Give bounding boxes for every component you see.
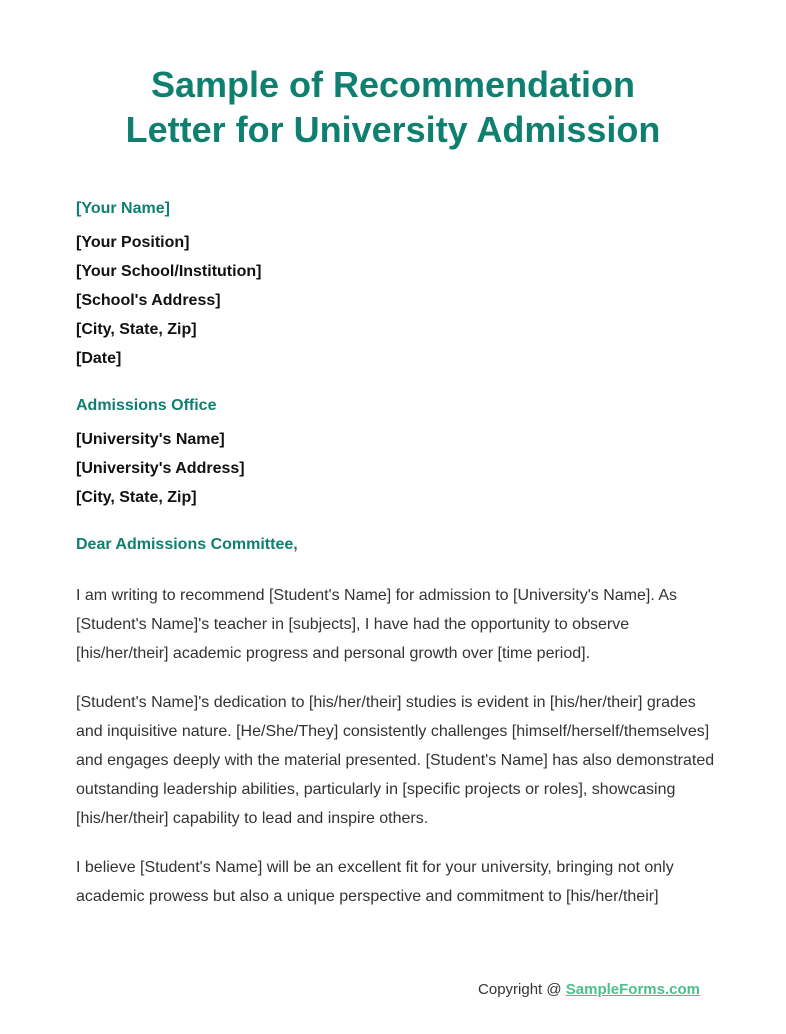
title-line-1: Sample of Recommendation	[150, 64, 636, 105]
sender-position: [Your Position]	[76, 234, 190, 251]
sender-address-block	[76, 228, 716, 373]
recipient-university-name: [University's Name]	[76, 431, 225, 448]
sender-name: [Your Name]	[76, 200, 170, 217]
body-paragraph-2: [Student's Name]'s dedication to [his/her/their] studies is evident in [his/her/their] grades and inquisitive nature. [He/She/They] consistently challenges [himself/herself/themselves] and engages deeply with the material presented. [Student's Name] has also demonstrated outstanding leadership abilities, particularly in [specific projects or roles], showcasing [his/her/their] capability to lead and inspire others.	[76, 694, 715, 827]
sender-address: [School's Address]	[76, 292, 221, 309]
letter-body	[76, 198, 716, 931]
page-title	[0, 62, 786, 152]
recipient-address-block	[76, 425, 716, 512]
salutation: Dear Admissions Committee,	[76, 536, 298, 553]
copyright-prefix: Copyright @	[478, 981, 566, 998]
sender-date: [Date]	[76, 350, 122, 367]
title-line-2: Letter for University Admission	[125, 109, 661, 150]
body-paragraph-3: I believe [Student's Name] will be an excellent fit for your university, bringing not only academic prowess but also a unique perspective and commitment to [his/her/their]	[76, 859, 674, 905]
recipient-city-state-zip: [City, State, Zip]	[76, 489, 197, 506]
sender-city-state-zip: [City, State, Zip]	[76, 321, 197, 338]
recipient-university-address: [University's Address]	[76, 460, 245, 477]
copyright-footer	[478, 980, 700, 1000]
body-paragraph-1: I am writing to recommend [Student's Name] for admission to [University's Name]. As [Student's Name]'s teacher in [subjects], I have had the opportunity to observe [his/her/their] academic progress and personal growth over [time period].	[76, 587, 677, 662]
sampleforms-link[interactable]: SampleForms.com	[565, 981, 700, 998]
sender-institution: [Your School/Institution]	[76, 263, 262, 280]
recipient-heading: Admissions Office	[76, 397, 217, 414]
